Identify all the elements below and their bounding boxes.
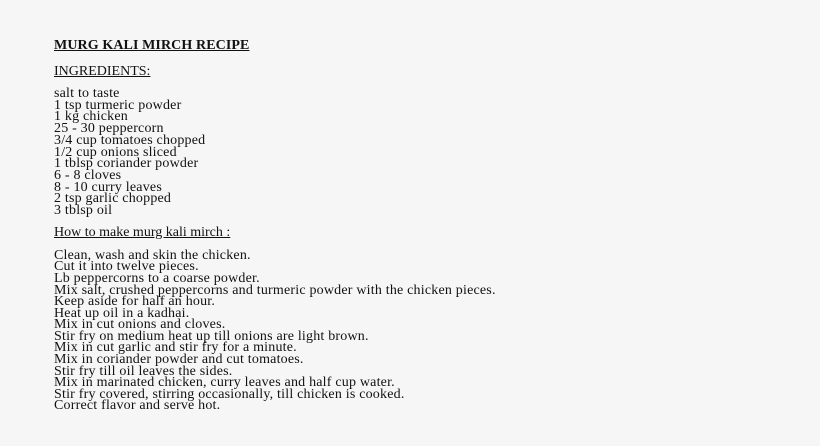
method-step: Lb peppercorns to a coarse powder. [54,270,260,286]
method-step: Mix in marinated chicken, curry leaves and half cup water. [54,375,395,391]
method-step: Stir fry covered, stirring occasionally, till chicken is cooked. [54,386,405,402]
method-step: Mix in cut onions and cloves. [54,317,226,333]
method-step: Mix in cut garlic and stir fry for a minute. [54,340,297,356]
ingredient-item: 1 kg chicken [54,109,128,125]
method-step: Stir fry till oil leaves the sides. [54,363,233,379]
ingredient-item: 1 tblsp coriander powder [54,156,199,172]
method-steps-list [54,247,820,414]
recipe-title: MURG KALI MIRCH RECIPE [54,38,250,53]
method-step: Mix in coriander powder and cut tomatoes. [54,352,304,368]
ingredient-item: 6 - 8 cloves [54,167,122,183]
ingredient-item: 2 tsp garlic chopped [54,191,172,207]
ingredients-heading: INGREDIENTS: [54,64,151,79]
method-step: Stir fry on medium heat up till onions are light brown. [54,328,369,344]
method-step: Heat up oil in a kadhai. [54,305,190,321]
method-step: Mix salt, crushed peppercorns and turmeric powder with the chicken pieces. [54,282,496,298]
ingredient-item: 25 - 30 peppercorn [54,121,164,137]
ingredient-item: salt to taste [54,86,120,101]
method-step: Cut it into twelve pieces. [54,259,199,275]
method-heading: How to make murg kali mirch : [54,224,231,240]
ingredient-item: 3/4 cup tomatoes chopped [54,132,206,148]
method-step: Clean, wash and skin the chicken. [54,247,251,263]
method-step: Keep aside for half an hour. [54,294,216,310]
ingredient-item: 8 - 10 curry leaves [54,179,162,195]
ingredient-item: 1/2 cup onions sliced [54,144,177,160]
ingredient-item: 3 tblsp oil [54,203,113,219]
method-step: Correct flavor and serve hot. [54,398,221,414]
ingredients-list [54,88,820,217]
ingredient-item: 1 tsp turmeric powder [54,97,182,113]
